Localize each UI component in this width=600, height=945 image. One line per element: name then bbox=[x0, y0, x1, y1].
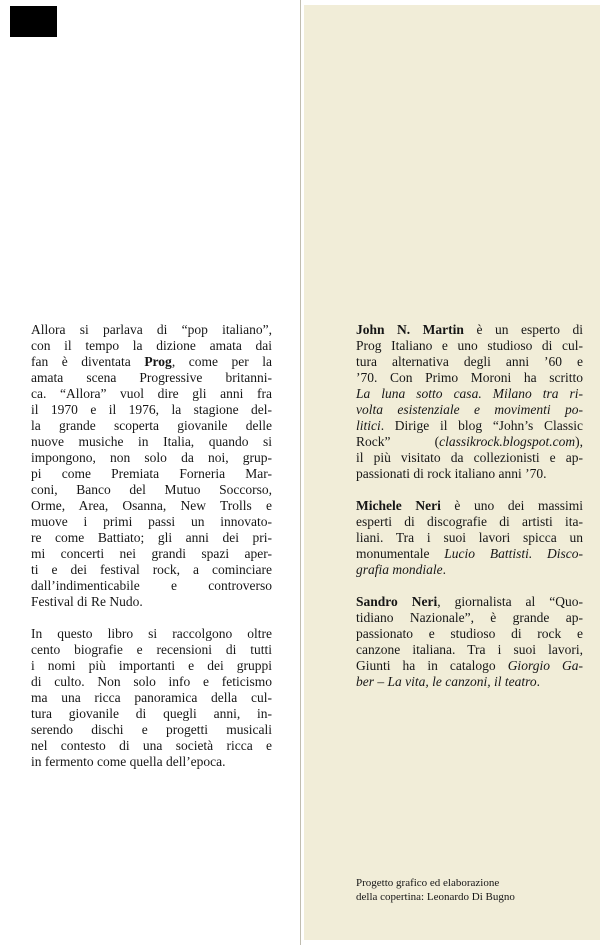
text-run: tura alternativa degli anni ’60 e bbox=[356, 354, 583, 369]
text-line bbox=[31, 722, 272, 738]
text-run: In questo libro si raccolgono oltre bbox=[31, 626, 272, 641]
text-line bbox=[356, 890, 586, 904]
bold-text-run: John N. Martin bbox=[356, 322, 464, 337]
text-run: monumentale bbox=[356, 546, 445, 561]
text-line bbox=[356, 514, 583, 530]
text-line bbox=[31, 418, 272, 434]
text-run: Rock” ( bbox=[356, 434, 440, 449]
text-line bbox=[356, 386, 583, 402]
bio-sandro-neri bbox=[356, 594, 583, 690]
italic-text-run: ber – La vita, le canzoni, il teatro bbox=[356, 674, 537, 689]
text-run: , come per la bbox=[171, 354, 272, 369]
text-line bbox=[356, 402, 583, 418]
text-run: ), bbox=[575, 434, 583, 449]
text-run: . bbox=[442, 562, 446, 577]
text-run: ca. “Allora” vuol dire gli anni fra bbox=[31, 386, 272, 401]
text-run: passionato e studioso di rock e bbox=[356, 626, 583, 641]
text-line bbox=[31, 754, 272, 770]
text-line bbox=[356, 658, 583, 674]
text-line bbox=[31, 642, 272, 658]
text-line bbox=[356, 418, 583, 434]
bio-john-martin bbox=[356, 322, 583, 482]
text-run: serendo dischi e progetti musicali bbox=[31, 722, 272, 737]
text-line bbox=[31, 530, 272, 546]
text-run: nuove musiche in Italia, quando si bbox=[31, 434, 272, 449]
text-run: canzone italiana. Tra i suoi lavori, bbox=[356, 642, 583, 657]
text-run: impongono, non solo da noi, grup- bbox=[31, 450, 272, 465]
text-line bbox=[31, 386, 272, 402]
italic-text-run: La luna sotto casa. Milano tra ri- bbox=[356, 386, 583, 401]
fold-divider bbox=[300, 0, 301, 945]
text-run: . bbox=[536, 674, 540, 689]
text-run: con il tempo la dizione amata dai bbox=[31, 338, 272, 353]
text-line bbox=[356, 370, 583, 386]
italic-text-run: classikrock.blogspot.com bbox=[439, 434, 576, 449]
text-line bbox=[31, 594, 272, 610]
text-run: in fermento come quella dell’epoca. bbox=[31, 754, 226, 769]
left-flap-text bbox=[31, 322, 272, 770]
text-run: liani. Tra i suoi lavori spicca un bbox=[356, 530, 583, 545]
text-line bbox=[31, 562, 272, 578]
text-run: amata scena Progressive britanni- bbox=[31, 370, 272, 385]
text-line bbox=[31, 626, 272, 642]
text-run: ti e dei festival rock, a cominciare bbox=[31, 562, 272, 577]
italic-text-run: litici bbox=[356, 418, 381, 433]
text-run: i nomi più importanti e dei gruppi bbox=[31, 658, 272, 673]
text-line bbox=[356, 642, 583, 658]
text-run: tura giovanile di quegli anni, in- bbox=[31, 706, 272, 721]
text-run: ’70. Con Primo Moroni ha scritto bbox=[356, 370, 583, 385]
text-run: Orme, Area, Osanna, New Trolls e bbox=[31, 498, 272, 513]
text-line bbox=[356, 546, 583, 562]
text-run: nel contesto di una società ricca e bbox=[31, 738, 272, 753]
bold-text-run: Michele Neri bbox=[356, 498, 441, 513]
text-run: esperti di discografie di artisti ita- bbox=[356, 514, 583, 529]
text-line bbox=[356, 354, 583, 370]
text-line bbox=[356, 876, 586, 890]
text-line bbox=[356, 594, 583, 610]
text-line bbox=[31, 578, 272, 594]
text-run: mi concerti nei grandi spazi aper- bbox=[31, 546, 272, 561]
bold-text-run: Prog bbox=[144, 354, 172, 369]
text-run: Prog Italiano e uno studioso di cul- bbox=[356, 338, 583, 353]
text-line bbox=[31, 498, 272, 514]
text-line bbox=[31, 738, 272, 754]
text-run: di culto. Non solo info e feticismo bbox=[31, 674, 272, 689]
italic-text-run: Giorgio Ga- bbox=[507, 658, 583, 673]
italic-text-run: volta esistenziale e movimenti po- bbox=[356, 402, 583, 417]
text-run: pi come Premiata Forneria Mar- bbox=[31, 466, 272, 481]
text-line bbox=[31, 434, 272, 450]
text-line bbox=[356, 434, 583, 450]
text-run: fan è diventata bbox=[31, 354, 145, 369]
bio-michele-neri bbox=[356, 498, 583, 578]
text-line bbox=[31, 546, 272, 562]
text-run: dall’indimenticabile e controverso bbox=[31, 578, 272, 593]
text-line bbox=[31, 450, 272, 466]
bold-text-run: Sandro Neri bbox=[356, 594, 438, 609]
text-line bbox=[31, 690, 272, 706]
italic-text-run: Lucio Battisti. Disco- bbox=[444, 546, 583, 561]
text-line bbox=[31, 466, 272, 482]
text-line bbox=[356, 322, 583, 338]
text-run: la grande scoperta giovanile delle bbox=[31, 418, 272, 433]
text-line bbox=[356, 674, 583, 690]
text-line bbox=[31, 370, 272, 386]
text-run: muove i primi passi un innovato- bbox=[31, 514, 272, 529]
right-flap-text bbox=[356, 322, 583, 690]
text-run: Allora si parlava di “pop italiano”, bbox=[31, 322, 272, 337]
text-line bbox=[356, 450, 583, 466]
text-run: Progetto grafico ed elaborazione bbox=[356, 877, 500, 889]
text-line bbox=[356, 626, 583, 642]
text-run: cento biografie e recensioni di tutti bbox=[31, 642, 272, 657]
text-line bbox=[31, 658, 272, 674]
text-line bbox=[31, 322, 272, 338]
text-line bbox=[356, 530, 583, 546]
text-run: , giornalista al “Quo- bbox=[437, 594, 583, 609]
text-run: il più visitato da collezionisti e ap- bbox=[356, 450, 583, 465]
book-description-paragraph bbox=[31, 626, 272, 770]
text-line bbox=[356, 498, 583, 514]
design-credit bbox=[356, 876, 586, 904]
text-run: . Dirige il blog “John’s Classic bbox=[380, 418, 583, 433]
text-line bbox=[31, 514, 272, 530]
text-run: il 1970 e il 1976, la stagione del- bbox=[31, 402, 272, 417]
text-line bbox=[356, 466, 583, 482]
text-run: ma una ricca panoramica della cul- bbox=[31, 690, 272, 705]
text-run: è uno dei massimi bbox=[440, 498, 583, 513]
text-line bbox=[31, 706, 272, 722]
text-run: Festival di Re Nudo. bbox=[31, 594, 143, 609]
text-run: passionati di rock italiano anni ’70. bbox=[356, 466, 547, 481]
text-line bbox=[31, 482, 272, 498]
text-line bbox=[31, 402, 272, 418]
text-run: re come Battiato; gli anni dei pri- bbox=[31, 530, 272, 545]
text-line bbox=[356, 562, 583, 578]
text-line bbox=[356, 610, 583, 626]
text-run: Giunti ha in catalogo bbox=[356, 658, 508, 673]
intro-paragraph bbox=[31, 322, 272, 610]
black-corner-mark bbox=[10, 6, 57, 37]
italic-text-run: grafia mondiale bbox=[356, 562, 443, 577]
text-run: è un esperto di bbox=[463, 322, 583, 337]
text-line bbox=[356, 338, 583, 354]
text-run: coni, Banco del Mutuo Soccorso, bbox=[31, 482, 272, 497]
text-run: della copertina: Leonardo Di Bugno bbox=[356, 891, 515, 903]
text-line bbox=[31, 674, 272, 690]
text-line bbox=[31, 354, 272, 370]
text-line bbox=[31, 338, 272, 354]
text-run: tidiano Nazionale”, è grande ap- bbox=[356, 610, 583, 625]
